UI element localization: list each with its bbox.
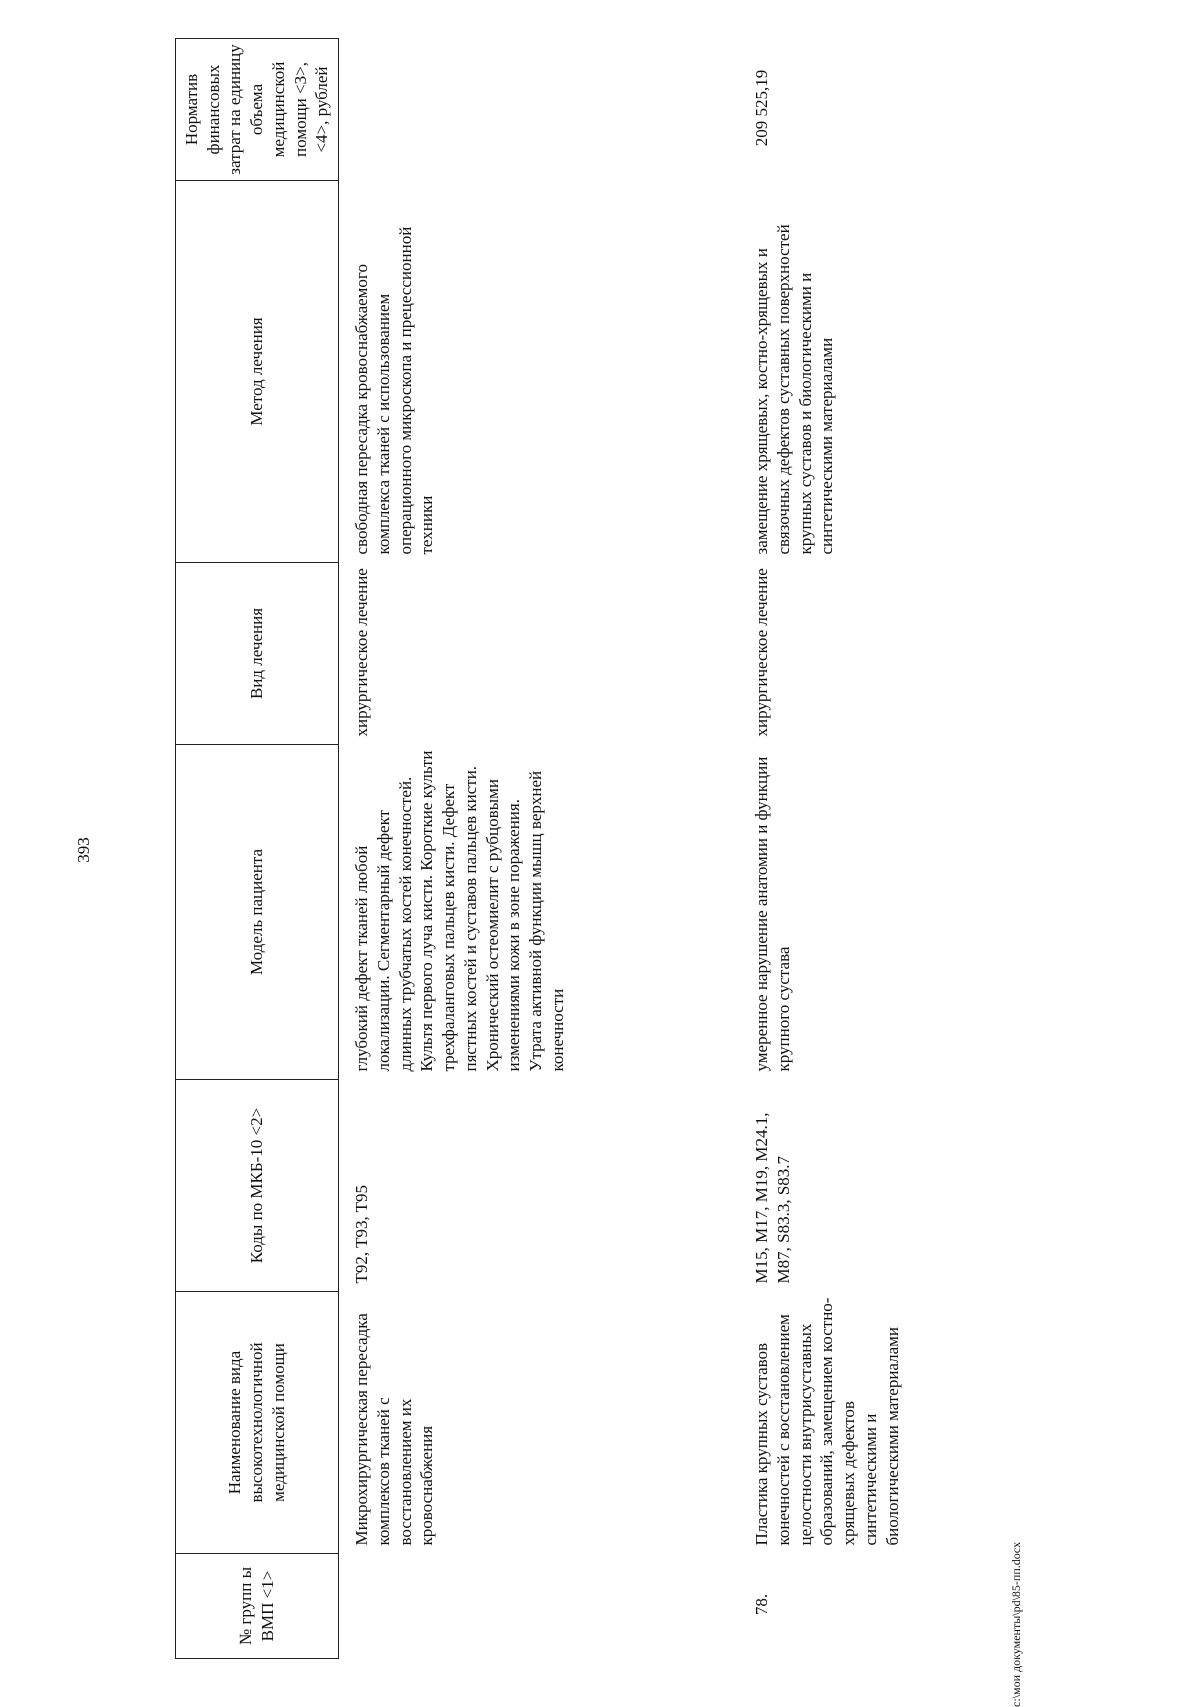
cell-vmp-name: Пластика крупных суставов конечностей с восстановлением целостности внутрисуставных образований, замещением костно-хрящевых дефектов синтетическими и биологическими материалами [752, 1297, 902, 1546]
vmp-table-container [175, 39, 1200, 1659]
cell-cost-norm [339, 39, 740, 181]
footer-file-path: c:\мои документы\pd\85-пп.docx [1009, 1541, 1023, 1707]
table-header-row [176, 39, 339, 1659]
header-group-number: № групп ы ВМП <1> [176, 1554, 339, 1659]
cell-treatment-method: свободная пересадка кровоснабжаемого комплекса тканей с использованием операционного микроскопа и прецессионной техники [352, 226, 437, 555]
cell-vmp-name: Микрохирургическая пересадка комплексов тканей с восстановлением их кровоснабжения [352, 1313, 437, 1546]
table-row [339, 39, 740, 1659]
cell-treatment-method: замещение хрящевых, костно-хрящевых и связочных дефектов суставных поверхностей крупных суставов и биологическими и синтетическими материалами [752, 224, 837, 555]
cell-treatment-type: хирургическое лечение [352, 568, 371, 737]
header-treatment-type: Вид лечения [176, 563, 339, 745]
table-row [739, 39, 1139, 1659]
cell-cost-norm: 209 525,19 [752, 69, 771, 147]
cell-group-number [339, 1554, 740, 1659]
header-treatment-method: Метод лечения [176, 181, 339, 563]
cell-group-number: 78. [752, 1593, 771, 1616]
header-patient-model: Модель пациента [176, 745, 339, 1080]
page-number: 393 [74, 837, 93, 863]
cell-patient-model: умеренное нарушение анатомии и функции крупного сустава [752, 756, 793, 1072]
cell-icd-codes: M15, M17, M19, M24.1, M87, S83.3, S83.7 [752, 1112, 793, 1284]
vmp-table [175, 38, 1139, 1659]
header-icd-codes: Коды по МКБ-10 <2> [176, 1080, 339, 1292]
header-cost-norm: Норматив финансовых затрат на единицу объема медицинской помощи <3>, <4>, рублей [176, 39, 339, 181]
header-vmp-name: Наименование вида высокотехнологичной медицинской помощи [176, 1292, 339, 1554]
cell-patient-model: глубокий дефект тканей любой локализации. Сегментарный дефект длинных трубчатых костей конечностей. Культя первого луча кисти. Короткие культи трехфаланговых пальцев кисти. Дефект пястных костей и суставов пальцев кисти. Хронический остеомиелит с рубцовыми изменениями кожи в зоне поражения. Утрата активной функции мышц верхней конечности [352, 750, 567, 1072]
cell-icd-codes: T92, T93, T95 [352, 1184, 371, 1284]
cell-treatment-type: хирургическое лечение [752, 568, 771, 737]
